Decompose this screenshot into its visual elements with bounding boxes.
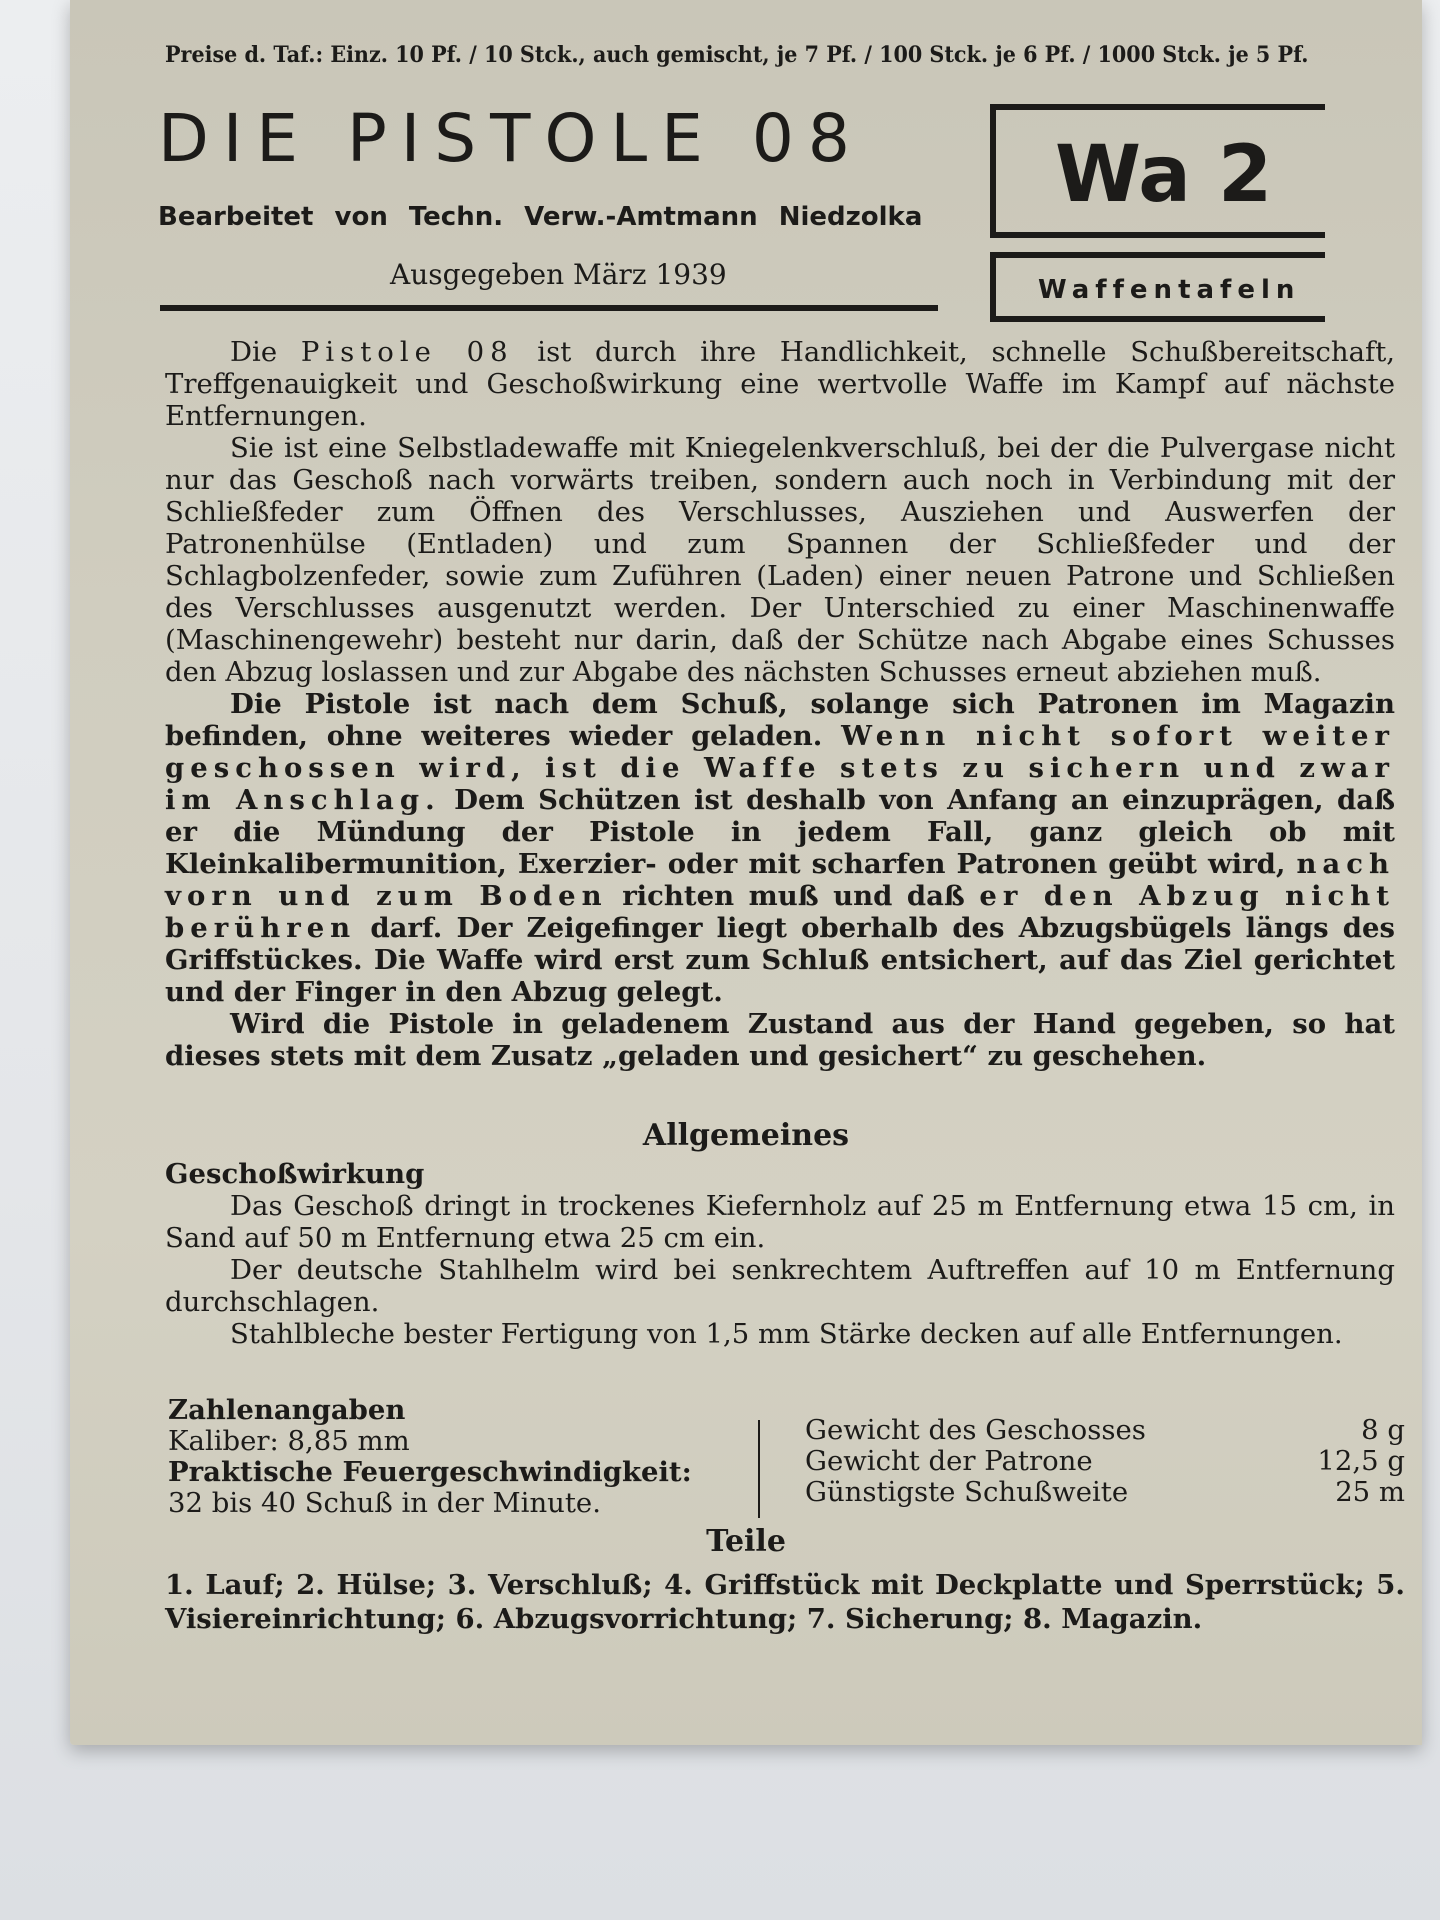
column-divider — [758, 1420, 760, 1518]
spec-row — [805, 1415, 1405, 1446]
numbers-right-column — [805, 1415, 1405, 1508]
author-line: Bearbeitet von Techn. Verw.-Amtmann Niedzolka — [158, 202, 923, 232]
text-run-spaced: er den Abzug nicht berühren — [165, 880, 1395, 944]
fire-rate-label: Praktische Feuergeschwindigkeit: — [168, 1456, 692, 1488]
series-label: Waffentafeln — [1038, 275, 1301, 305]
section-heading-parts: Teile — [706, 1524, 786, 1559]
text-run: Die Pistole ist nach dem Schuß, solange sich Patronen im Magazin befinden, ohne weiteres wieder geladen. — [165, 688, 1395, 752]
price-line: Preise d. Taf.: Einz. 10 Pf. / 10 Stck., auch gemischt, je 7 Pf. / 100 Stck. je 6 Pf. / 1000 Stck. je 5 Pf. — [165, 42, 1309, 68]
paragraph-3 — [165, 688, 1395, 1008]
numbers-heading: Zahlenangaben — [168, 1394, 406, 1426]
effect-paragraph-2: Der deutsche Stahlhelm wird bei senkrechtem Auftreffen auf 10 m Entfernung durchschlagen. — [165, 1254, 1395, 1318]
subheading-effect: Geschoßwirkung — [165, 1158, 425, 1190]
document-title: DIE PISTOLE 08 — [158, 100, 864, 177]
paragraph-4: Wird die Pistole in geladenem Zustand aus der Hand gegeben, so hat dieses stets mit dem Zusatz „geladen und gesichert“ zu geschehen. — [165, 1008, 1395, 1072]
effect-paragraph-1: Das Geschoß dringt in trockenes Kiefernholz auf 25 m Entfernung etwa 15 cm, in Sand auf 50 m Entfernung etwa 25 cm ein. — [165, 1190, 1395, 1254]
spec-label: Gewicht des Geschosses — [805, 1414, 1146, 1446]
numbers-left-column — [168, 1395, 708, 1519]
section-general — [165, 1158, 1395, 1350]
intro-text — [165, 336, 1395, 1072]
document-sheet — [70, 0, 1422, 1745]
effect-paragraph-3: Stahlbleche bester Fertigung von 1,5 mm Stärke decken auf alle Entfernungen. — [230, 1318, 1343, 1350]
paragraph-1 — [165, 336, 1395, 432]
table-code: Wa 2 — [1055, 130, 1273, 220]
spec-row — [805, 1477, 1405, 1508]
fire-rate-value: 32 bis 40 Schuß in der Minute. — [168, 1487, 601, 1519]
paragraph-2: Sie ist eine Selbstladewaffe mit Kniegelenkverschluß, bei der die Pulvergase nicht nur das Geschoß nach vorwärts treiben, sondern auch noch in Verbindung mit der Schließfeder zum Öffnen des Verschlusses, Ausziehen und Auswerfen der Patronenhülse (Entladen) und zum Spannen der Schließfeder und der Schlagbolzenfeder, sowie zum Zuführen (Laden) einer neuen Patrone und Schließen des Verschlusses ausgenutzt werden. Der Unterschied zu einer Maschinenwaffe (Maschinengewehr) besteht nur darin, daß der Schütze nach Abgabe eines Schusses den Abzug loslassen und zur Abgabe des nächsten Schusses erneut abziehen muß. — [165, 432, 1395, 688]
text-run: richten muß und daß — [607, 880, 980, 912]
spec-row — [805, 1446, 1405, 1477]
parts-list: 1. Lauf; 2. Hülse; 3. Verschluß; 4. Griffstück mit Deckplatte und Sperrstück; 5. Visiereinrichtung; 6. Abzugsvorrichtung; 7. Sicherung; 8. Magazin. — [165, 1569, 1405, 1635]
text-run: darf. Der Zeigefinger liegt oberhalb des Abzugsbügels längs des Griffstückes. Die Waffe wird erst zum Schluß entsichert, auf das Ziel gerichtet und der Finger in den Abzug gelegt. — [165, 912, 1395, 1008]
spec-value: 25 m — [1335, 1476, 1405, 1508]
text-run: Die — [230, 336, 301, 368]
text-run-spaced: Wenn nicht sofort weiter geschossen wird, ist die Waffe stets zu sichern und zwar im Anschlag. — [165, 720, 1395, 816]
spec-label: Günstigste Schußweite — [805, 1476, 1129, 1508]
spec-label: Gewicht der Patrone — [805, 1445, 1093, 1477]
caliber: Kaliber: 8,85 mm — [168, 1425, 410, 1457]
section-heading-general: Allgemeines — [642, 1118, 850, 1153]
text-run-spaced: nach vorn und zum Boden — [165, 848, 1395, 912]
title-divider — [160, 305, 938, 311]
text-run-spaced: Pistole 08 — [300, 336, 514, 368]
spec-value: 8 g — [1361, 1414, 1405, 1446]
text-run: ist durch ihre Handlichkeit, schnelle Schußbereitschaft, Treffgenauigkeit und Geschoßwirkung eine wertvolle Waffe im Kampf auf nächste Entfernungen. — [165, 336, 1395, 432]
issue-date: Ausgegeben März 1939 — [390, 258, 727, 291]
text-run: Dem Schützen ist deshalb von Anfang an einzuprägen, daß er die Mündung der Pistole in jedem Fall, ganz gleich ob mit Kleinkalibermunition, Exerzier- oder mit scharfen Patronen geübt wird, — [165, 784, 1395, 880]
spec-value: 12,5 g — [1317, 1445, 1405, 1477]
